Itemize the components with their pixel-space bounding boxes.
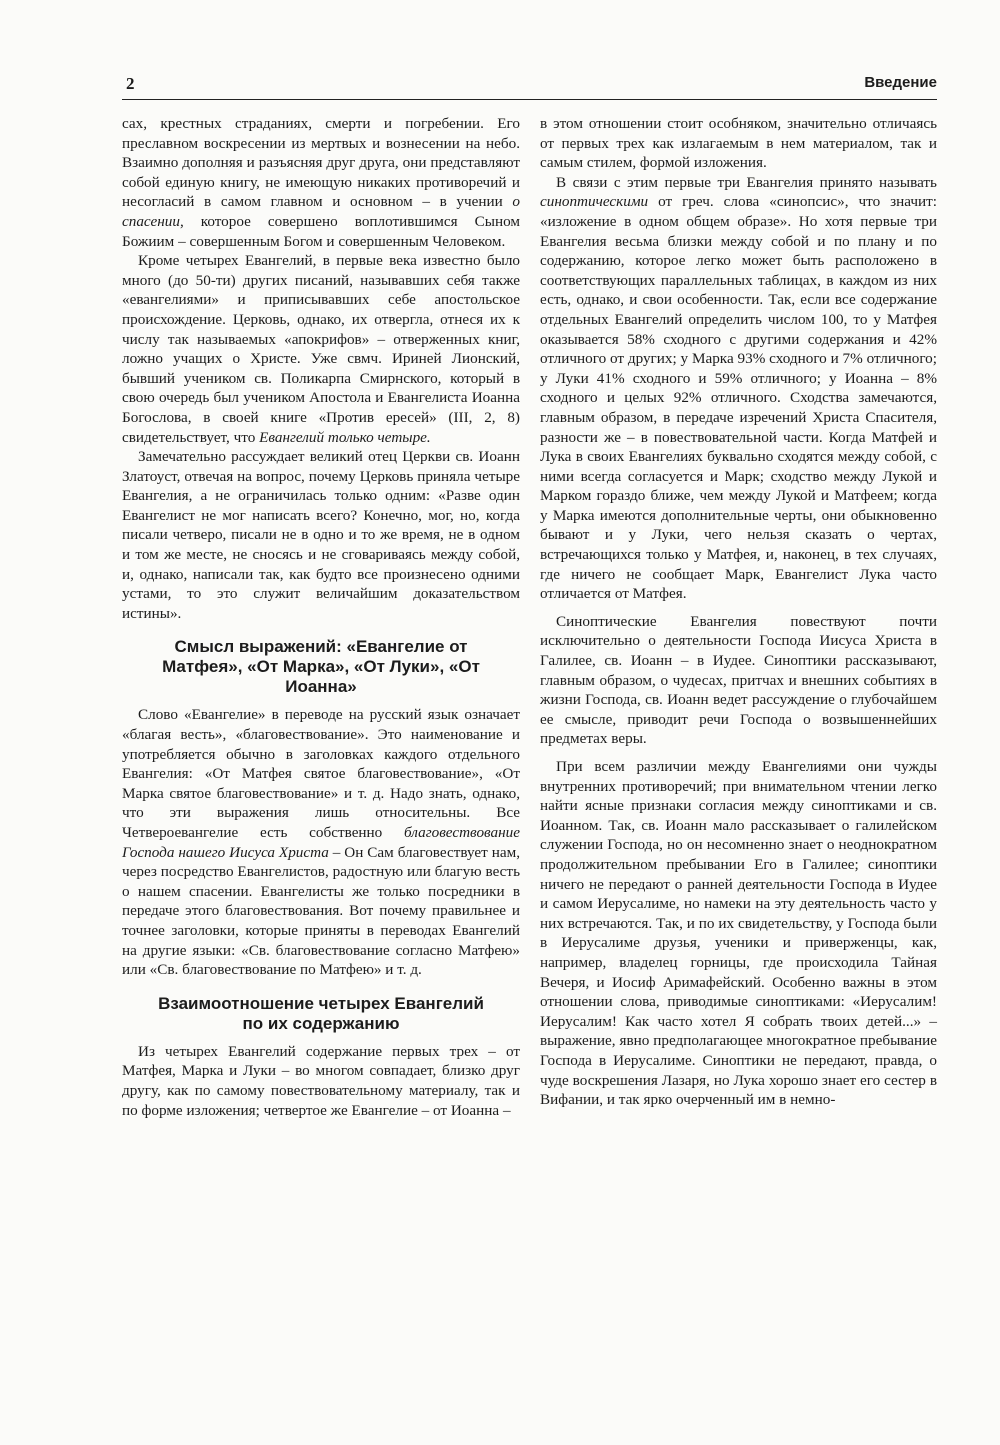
- paragraph: сах, крестных страданиях, смерти и погребении. Его преславном воскресении из мертвых и вознесении на небо. Взаимно дополняя и разъясняя друг друга, они представляют собой единую книгу, не имеющую никаких противоречий и несогласий в самом главном и основном – в учении о спасении, которое совершено воплотившимся Сыном Божиим – совершенным Богом и совершенным Человеком.: [122, 115, 521, 250]
- paragraph: Синоптические Евангелия повествуют почти исключительно о деятельности Господа Иисуса Христа в Галилее, св. Иоанн – в Иудее. Синоптики рассказывают, главным образом, о чудесах, притчах и внешних событиях в жизни Господа, св. Иоанн ведет рассуждение о глубочайшем ее смысле, приводит речи Господа о возвышеннейших предметах веры.: [540, 612, 937, 748]
- header-rule: [122, 99, 937, 100]
- right-column: [540, 114, 937, 1110]
- paragraph: Замечательно рассуждает великий отец Церкви св. Иоанн Златоуст, отвечая на вопрос, почему Церковь приняла четыре Евангелия, а не ограничилась только одним: «Разве один Евангелист не мог написать всего? Конечно, мог, но, когда писали четверо, писали не в одно и то же время, не в одном и том же месте, не сносясь и не сговариваясь между собой, и, однако, написали так, как будто все произнесено одними устами, то это служит величайшим доказательством истины».: [122, 448, 520, 622]
- paragraph: В связи с этим первые три Евангелия принято называть синоптическими от греч. слова «синопсис», что значит: «изложение в одном общем образе». Но хотя первые три Евангелия весьма близки между собой и по плану и по содержанию, которое легко может быть расположено в соответствующих параллельных таблицах, в каждом из них есть, однако, и свои особенности. Так, если все содержание отдельных Евангелий определить числом 100, то у Матфея оказывается 58% сходного с другими содержания и 42% отличного от других; у Марка 93% сходного и 7% отличного; у Луки 41% сходного и 59% отличного; у Иоанна – 8% сходного и целых 92% отличного. Сходства замечаются, главным образом, в передаче изречений Христа Спасителя, разности же – в повествовательной части. Когда Матфей и Лука в своих Евангелиях буквально сходятся между собой, с ними всегда согласуется и Марк; сходство между Лукой и Марком гораздо ближе, чем между Лукой и Матфеем; когда у Марка имеются дополнительные черты, они обыкновенно бывают и у Луки, чего нельзя сказать о чертах, встречающихся только у Матфея, и, наконец, в тех случаях, где ничего не сообщает Марк, Евангелист Лука часто отличается от Матфея.: [540, 173, 937, 603]
- section-heading: Смысл выражений: «Евангелие от Матфея», «От Марка», «От Луки», «От Иоанна»: [162, 637, 480, 697]
- paragraph: Слово «Евангелие» в переводе на русский язык означает «благая весть», «благовествование». Это наименование и употребляется обычно в заголовках каждого отдельного Евангелия: «От Матфея святое благовествование», «От Марка святое благовествование» и т. д. Надо знать, однако, что эти выражения лишь относительны. Все Четвероевангелие есть собственно благовествование Господа нашего Иисуса Христа – Он Сам благовествует нам, через посредство Евангелистов, радостную или благую весть о нашем спасении. Евангелисты же только посредники в передаче этого благовествования. Вот почему правильнее и точнее заголовки, которые приняты в переводах Евангелий на другие языки: «Св. благовествование согласно Матфею» или «Св. благовествование по Матфею» и т. д.: [122, 706, 521, 979]
- page-number: 2: [126, 74, 135, 93]
- running-title: Введение: [864, 74, 937, 91]
- paragraph: в этом отношении стоит особняком, значительно отличаясь от первых трех как излагаемым в нем материалом, так и самым стилем, формой изложения.: [540, 115, 937, 172]
- paragraph: При всем различии между Евангелиями они чужды внутренних противоречий; при внимательном чтении легко найти ясные признаки согласия между синоптиками и св. Иоанном. Так, св. Иоанн мало рассказывает о галилейском служении Господа, но он несомненно знает о неоднократном продолжительном пребывании Его в Галилее; синоптики ничего не передают о ранней деятельности Господа в Иудее и самом Иерусалиме, но намеки на эту деятельность часто у них встречаются. Так, и по их свидетельству, у Господа были в Иерусалиме друзья, ученики и приверженцы, как, например, владелец горницы, где происходила Тайная Вечеря, и Иосиф Аримафейский. Особенно важны в этом отношении слова, приводимые синоптиками: «Иерусалим! Иерусалим! Как часто хотел Я собрать твоих детей...» – выражение, явно предполагающее многократное пребывание Господа в Иерусалиме. Синоптики не передают, правда, о чуде воскрешения Лазаря, но Лука хорошо знает его сестер в Вифании, и так ярко очерченный им в немно-: [540, 758, 937, 1109]
- paragraph: Из четырех Евангелий содержание первых трех – от Матфея, Марка и Луки – во многом совпадает, близко друг другу, как по самому повествовательному материалу, так и по форме изложения; четвертое же Евангелие – от Иоанна –: [122, 1042, 520, 1119]
- paragraph: Кроме четырех Евангелий, в первые века известно было много (до 50-ти) других писаний, называвших себя также «евангелиями» и приписывавших себе апостольское происхождение. Церковь, однако, их отвергла, отнеся их к числу так называемых «апокрифов» – отверженных книг, ложно учащих о Христе. Уже свмч. Ириней Лионский, бывший учеником св. Поликарпа Смирнского, который в свою очередь был учеником Апостола и Евангелиста Иоанна Богослова, в своей книге «Против ересей» (III, 2, 8) свидетельствует, что Евангелий только четыре.: [122, 252, 520, 446]
- page-header: [122, 74, 937, 96]
- section-heading: Взаимоотношение четырех Евангелий по их содержанию: [158, 993, 484, 1033]
- left-column: [122, 114, 520, 1120]
